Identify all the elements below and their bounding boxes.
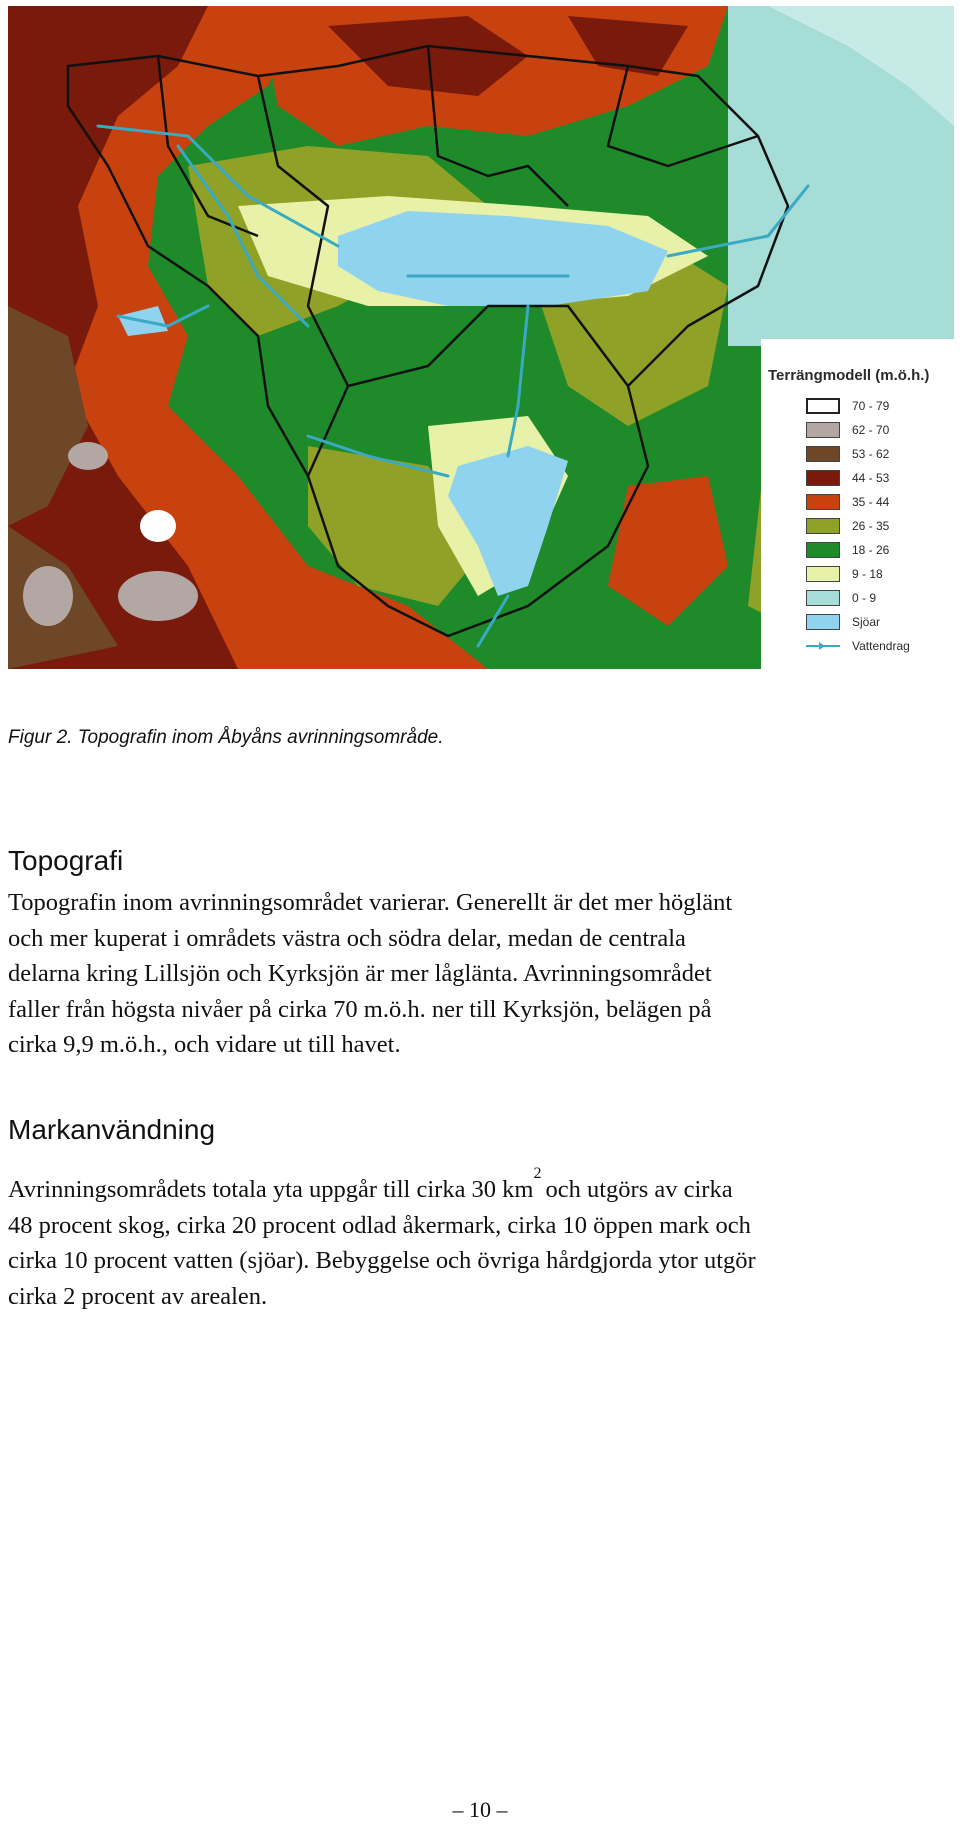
legend-swatch (806, 446, 840, 462)
paragraph-line: delarna kring Lillsjön och Kyrksjön är mer låglänta. Avrinningsområdet (8, 960, 712, 987)
legend-item-9-18: 9 - 18 (806, 565, 883, 583)
legend-swatch (806, 542, 840, 558)
page-number: – 10 – (452, 1797, 508, 1822)
line-text: Avrinningsområdets totala yta uppgår till cirka 30 km (8, 1176, 534, 1203)
line-text: och utgörs av cirka (545, 1176, 733, 1203)
paragraph-line: cirka 2 procent av arealen. (8, 1282, 268, 1310)
legend-item-70-79: 70 - 79 (806, 397, 889, 415)
paragraph-line: 48 procent skog, cirka 20 procent odlad åkermark, cirka 10 öppen mark och (8, 1211, 751, 1239)
legend-swatch (806, 422, 840, 438)
paragraph-topografi (8, 885, 958, 1063)
legend-item-18-26: 18 - 26 (806, 541, 889, 559)
legend-title: Terrängmodell (m.ö.h.) (768, 367, 930, 384)
legend-swatch (806, 470, 840, 486)
legend-item-vattendrag: Vattendrag (806, 637, 910, 655)
legend-item-44-53: 44 - 53 (806, 469, 889, 487)
paragraph-line (8, 1165, 958, 1208)
legend-item-sjoar: Sjöar (806, 613, 880, 631)
paragraph-line: Topografin inom avrinningsområdet varierar. Generellt är det mer höglänt (8, 889, 733, 916)
paragraph-line: cirka 9,9 m.ö.h., och vidare ut till havet. (8, 1031, 401, 1058)
watercourse-line-icon (806, 638, 840, 654)
legend-item-35-44: 35 - 44 (806, 493, 889, 511)
legend-swatch (806, 614, 840, 630)
legend-swatch (806, 494, 840, 510)
legend-item-53-62: 53 - 62 (806, 445, 889, 463)
legend-item-62-70: 62 - 70 (806, 421, 889, 439)
paragraph-markanvandning (8, 1165, 958, 1314)
legend-item-26-35: 26 - 35 (806, 517, 889, 535)
legend-item-0-9: 0 - 9 (806, 589, 876, 607)
paragraph-line: och mer kuperat i områdets västra och södra delar, medan de centrala (8, 924, 686, 952)
paragraph-line: faller från högsta nivåer på cirka 70 m.ö.h. ner till Kyrksjön, belägen på (8, 995, 712, 1023)
figure-caption: Figur 2. Topografin inom Åbyåns avrinningsområde. (8, 727, 444, 748)
map-legend (761, 339, 954, 669)
legend-swatch (806, 518, 840, 534)
section-heading-markanvandning: Markanvändning (8, 1114, 216, 1145)
paragraph-line: cirka 10 procent vatten (sjöar). Bebyggelse och övriga hårdgjorda ytor utgör (8, 1247, 756, 1274)
legend-swatch (806, 398, 840, 414)
section-heading-topografi: Topografi (8, 845, 124, 876)
topographic-map (8, 6, 954, 669)
superscript: 2 (533, 1165, 542, 1182)
legend-swatch (806, 566, 840, 582)
legend-swatch (806, 590, 840, 606)
